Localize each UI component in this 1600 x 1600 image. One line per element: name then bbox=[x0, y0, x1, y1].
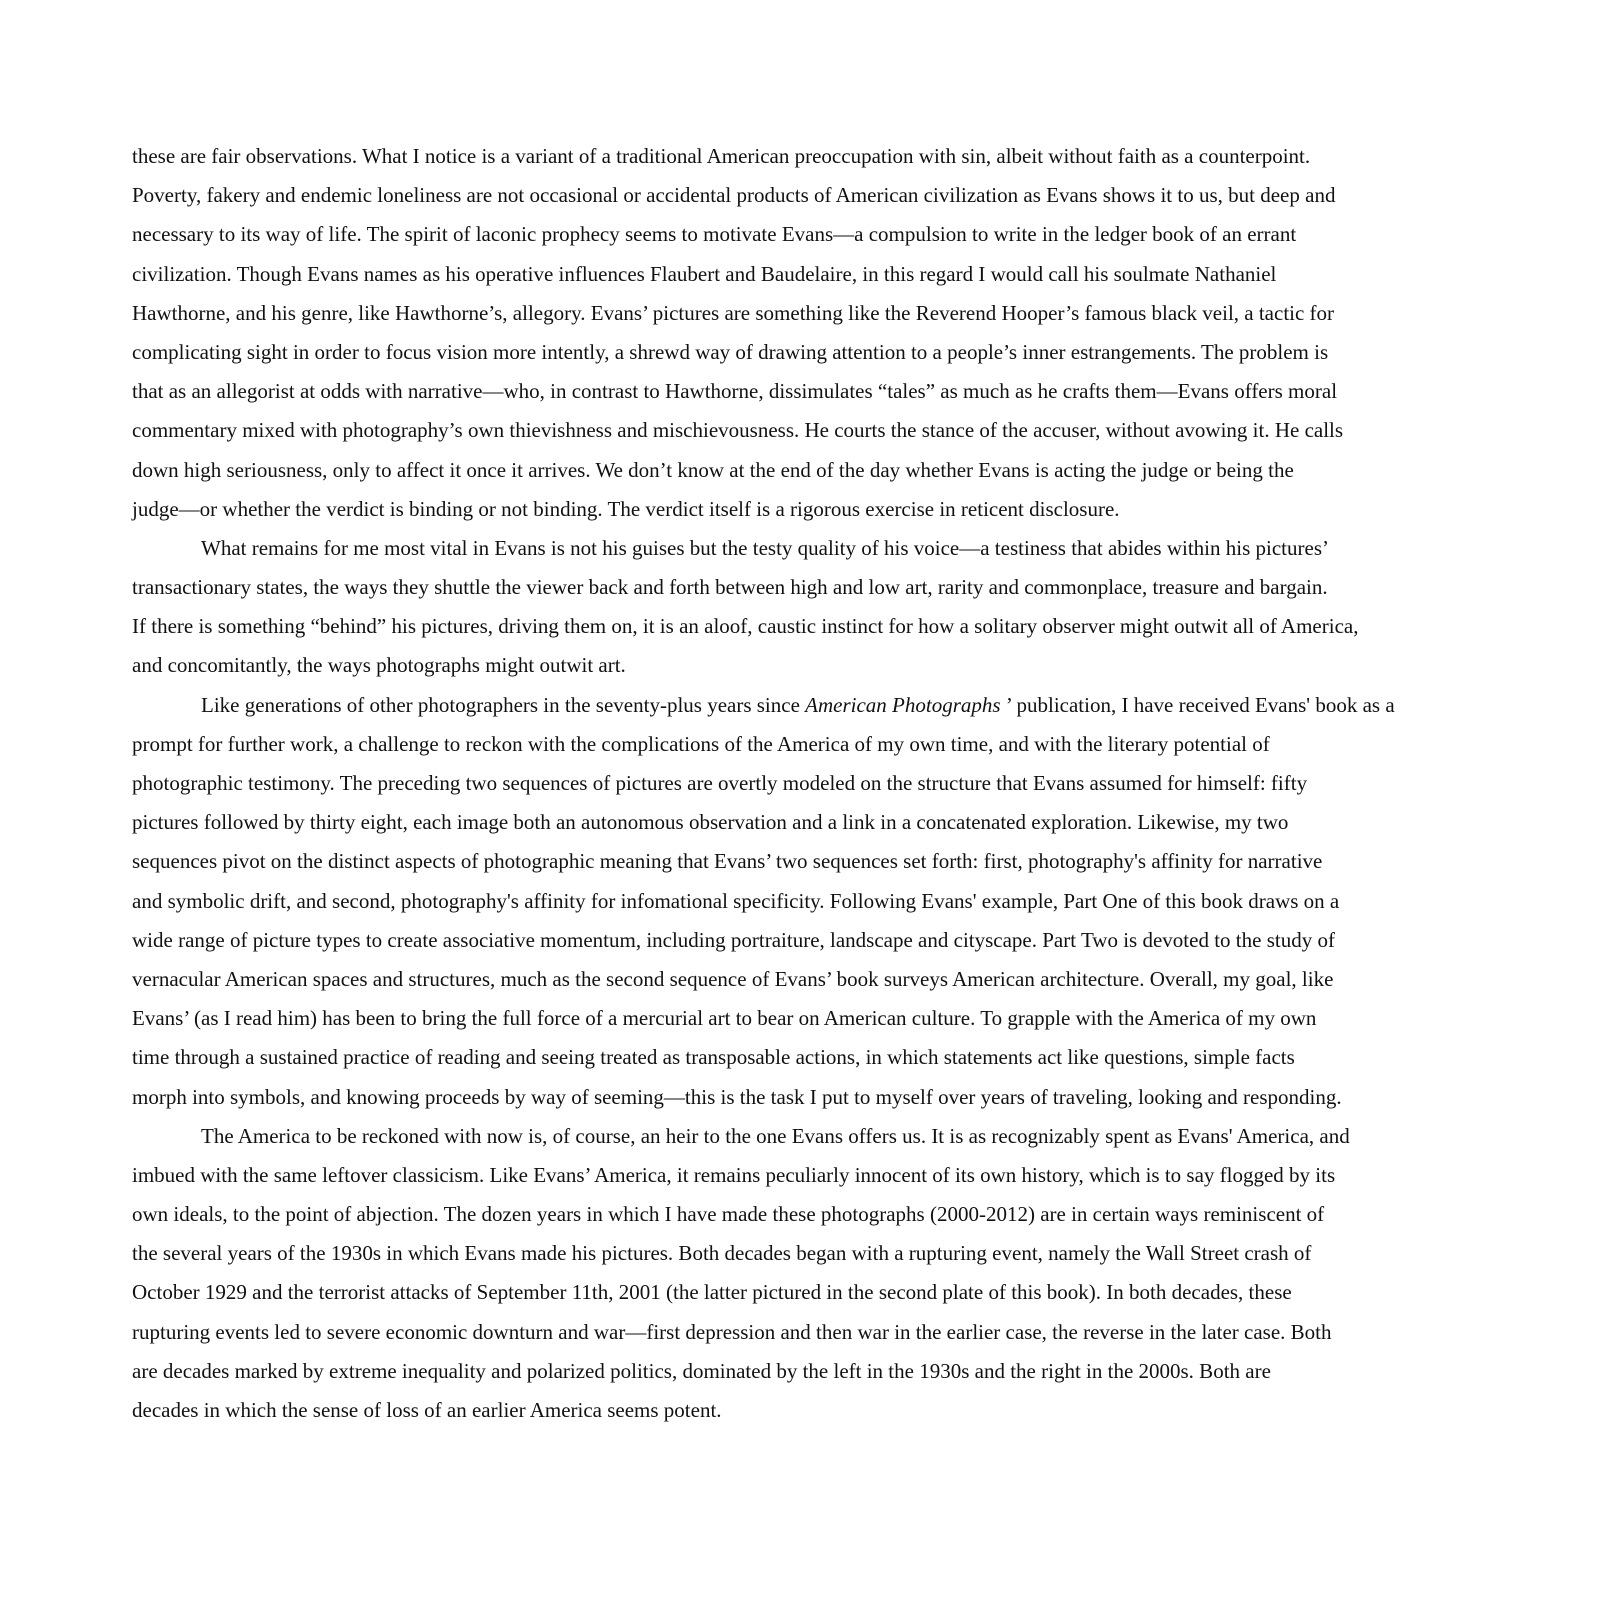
text-line: commentary mixed with photography’s own thievishness and mischievousness. He courts the stance of the accuser, without avowing it. He calls bbox=[132, 418, 1344, 443]
text-line: imbued with the same leftover classicism. Like Evans’ America, it remains peculiarly innocent of its own history, which is to say flogged by its bbox=[132, 1162, 1336, 1187]
text-line: October 1929 and the terrorist attacks of September 11th, 2001 (the latter pictured in the second plate of this book). In both decades, these bbox=[132, 1280, 1292, 1305]
text-line bbox=[132, 686, 1468, 725]
text-line: down high seriousness, only to affect it once it arrives. We don’t know at the end of the day whether Evans is acting the judge or being the bbox=[132, 457, 1294, 482]
text-line: prompt for further work, a challenge to reckon with the complications of the America of my own time, and with the literary potential of bbox=[132, 731, 1270, 756]
text-line: complicating sight in order to focus vision more intently, a shrewd way of drawing attention to a people’s inner estrangements. The problem is bbox=[132, 339, 1329, 364]
text-line: Hawthorne, and his genre, like Hawthorne’s, allegory. Evans’ pictures are something like the Reverend Hooper’s famous black veil, a tactic for bbox=[132, 300, 1335, 325]
text-line: that as an allegorist at odds with narrative—who, in contrast to Hawthorne, dissimulates “tales” as much as he crafts them—Evans offers moral bbox=[132, 379, 1338, 404]
text-line: judge—or whether the verdict is binding or not binding. The verdict itself is a rigorous exercise in reticent disclosure. bbox=[132, 496, 1120, 521]
text-run: Like generations of other photographers in the seventy-plus years since bbox=[201, 692, 806, 717]
text-line: and concomitantly, the ways photographs might outwit art. bbox=[132, 653, 626, 678]
text-line: civilization. Though Evans names as his operative influences Flaubert and Baudelaire, in this regard I would call his soulmate Nathaniel bbox=[132, 261, 1277, 286]
text-line: photographic testimony. The preceding two sequences of pictures are overtly modeled on the structure that Evans assumed for himself: fifty bbox=[132, 771, 1308, 795]
paragraph-1 bbox=[132, 137, 1468, 529]
text-line: necessary to its way of life. The spirit of laconic prophecy seems to motivate Evans—a compulsion to write in the ledger book of an errant bbox=[132, 222, 1297, 247]
paragraph-3 bbox=[132, 686, 1468, 1117]
text-run: ’ publication, I have received Evans' book as a bbox=[1000, 692, 1395, 717]
text-line: sequences pivot on the distinct aspects of photographic meaning that Evans’ two sequences set forth: first, photography's affinity for narrative bbox=[132, 849, 1323, 874]
text-line: these are fair observations. What I notice is a variant of a traditional American preoccupation with sin, albeit without faith as a counterpoint. bbox=[132, 144, 1311, 168]
paragraph-4 bbox=[132, 1117, 1468, 1431]
text-line: The America to be reckoned with now is, of course, an heir to the one Evans offers us. It is as recognizably spent as Evans' America, and bbox=[201, 1123, 1350, 1148]
text-line: Poverty, fakery and endemic loneliness are not occasional or accidental products of American civilization as Evans shows it to us, but deep and bbox=[132, 183, 1336, 208]
text-line: morph into symbols, and knowing proceeds by way of seeming—this is the task I put to myself over years of traveling, looking and responding. bbox=[132, 1084, 1342, 1109]
text-line: own ideals, to the point of abjection. The dozen years in which I have made these photographs (2000-2012) are in certain ways reminiscent of bbox=[132, 1202, 1325, 1227]
text-line: are decades marked by extreme inequality and polarized politics, dominated by the left in the 1930s and the right in the 2000s. Both are bbox=[132, 1358, 1271, 1383]
text-line: wide range of picture types to create associative momentum, including portraiture, landscape and cityscape. Part Two is devoted to the study of bbox=[132, 927, 1335, 952]
text-line: What remains for me most vital in Evans is not his guises but the testy quality of his voice—a testiness that abides within his pictures’ bbox=[201, 535, 1329, 560]
text-line: and symbolic drift, and second, photography's affinity for infomational specificity. Following Evans' example, Part One of this book draws on a bbox=[132, 888, 1340, 913]
text-line: the several years of the 1930s in which Evans made his pictures. Both decades began with a rupturing event, namely the Wall Street crash of bbox=[132, 1241, 1312, 1266]
paragraph-2 bbox=[132, 529, 1468, 686]
text-line: Evans’ (as I read him) has been to bring the full force of a mercurial art to bear on American culture. To grapple with the America of my own bbox=[132, 1006, 1317, 1031]
text-line: pictures followed by thirty eight, each image both an autonomous observation and a link in a concatenated exploration. Likewise, my two bbox=[132, 810, 1289, 835]
text-line: If there is something “behind” his pictures, driving them on, it is an aloof, caustic instinct for how a solitary observer might outwit all of America, bbox=[132, 614, 1359, 639]
text-line: transactionary states, the ways they shuttle the viewer back and forth between high and low art, rarity and commonplace, treasure and bargain. bbox=[132, 575, 1328, 600]
text-line: decades in which the sense of loss of an earlier America seems potent. bbox=[132, 1398, 722, 1422]
text-line: vernacular American spaces and structures, much as the second sequence of Evans’ book surveys American architecture. Overall, my goal, like bbox=[132, 966, 1334, 991]
text-line: rupturing events led to severe economic downturn and war—first depression and then war in the earlier case, the reverse in the later case. Both bbox=[132, 1319, 1332, 1344]
text-line: time through a sustained practice of reading and seeing treated as transposable actions, in which statements act like questions, simple facts bbox=[132, 1045, 1295, 1070]
book-title: American Photographs bbox=[805, 692, 1001, 717]
body-text bbox=[132, 137, 1468, 1430]
